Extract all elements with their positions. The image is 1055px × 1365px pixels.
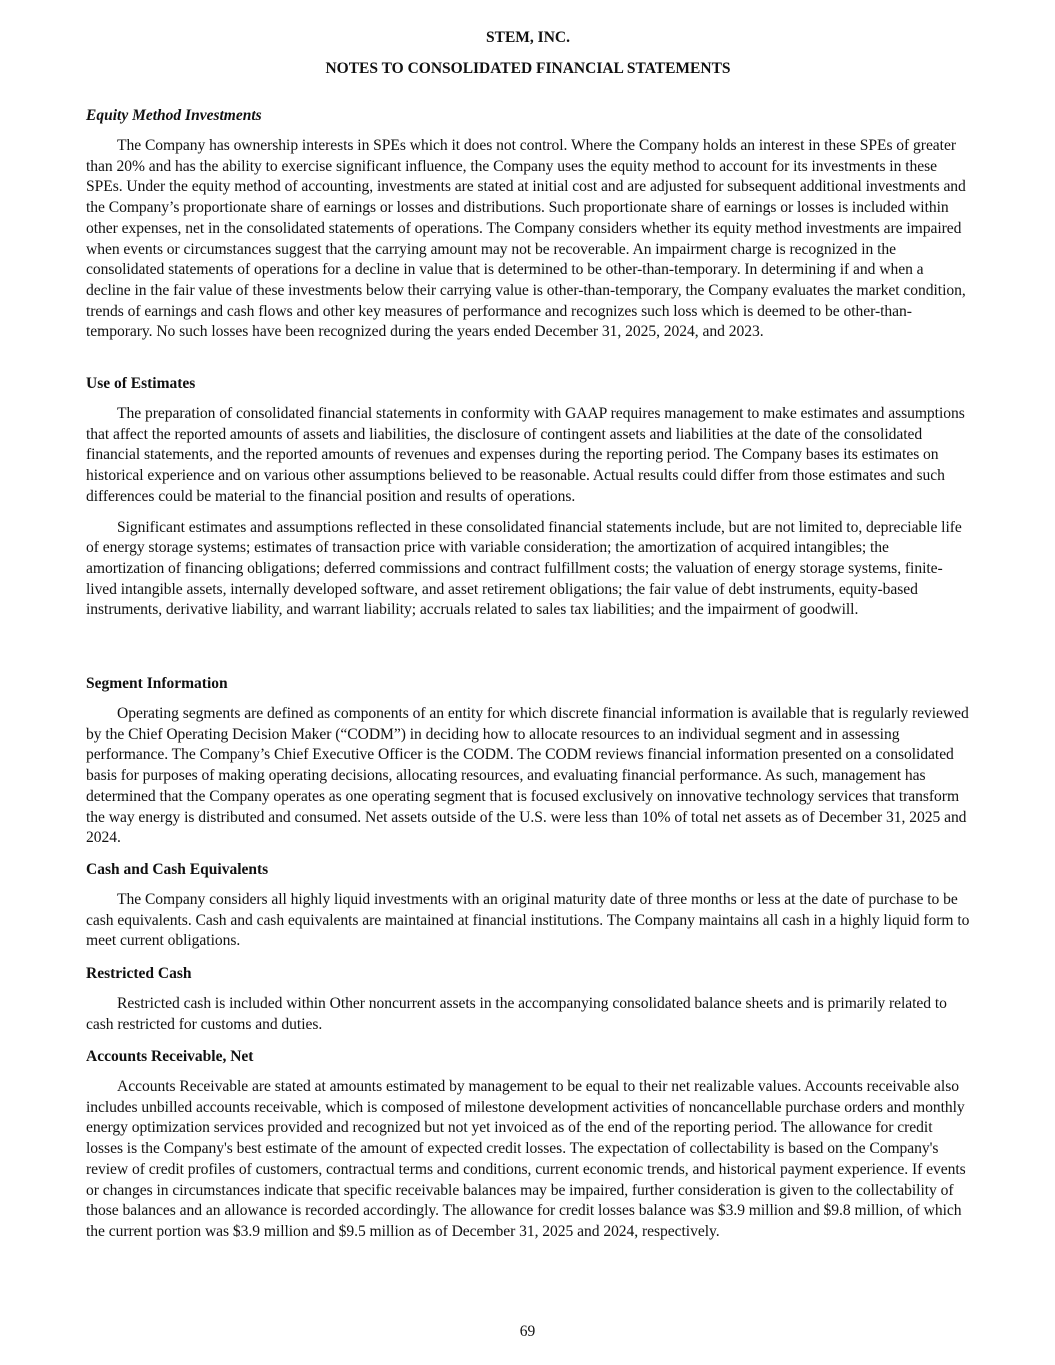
section-heading: Restricted Cash bbox=[86, 965, 192, 982]
section-paragraph: The preparation of consolidated financial statements in conformity with GAAP requires management to make estimates and assumptions that affect the reported amounts of assets and liabilities, the disclosure of contingent assets and liabilities at the date of the consolidated financial statements, and the reported amounts of revenues and expenses during the reporting period. The Company bases its estimates on historical experience and on various other assumptions believed to be reasonable. Actual results could differ from those estimates and such differences could be material to the financial position and results of operations. bbox=[86, 405, 965, 505]
section-restricted-cash bbox=[86, 964, 970, 1045]
section-paragraph: The Company has ownership interests in SPEs which it does not control. Where the Company holds an interest in these SPEs of greater than 20% and has the ability to exercise significant influence, the Company uses the equity method to account for its investments in these SPEs. Under the equity method of accounting, investments are stated at initial cost and are adjusted for subsequent additional investments and the Company’s proportionate share of earnings or losses and distributions. Such proportionate share of earnings or losses is included within other expenses, net in the consolidated statements of operations. The Company considers whether its equity method investments are impaired when events or circumstances suggest that the carrying amount may not be recoverable. An impairment charge is recognized in the consolidated statements of operations for a decline in value that is determined to be other-than-temporary. In determining if and when a decline in the fair value of these investments below their carrying value is other-than-temporary, the Company evaluates the market condition, trends of earnings and cash flows and other key measures of performance and recognizes such loss which is deemed to be other-than-temporary. No such losses have been recognized during the years ended December 31, 2025, 2024, and 2023. bbox=[86, 137, 966, 341]
section-equity-method-investments bbox=[86, 106, 970, 353]
section-paragraph: Accounts Receivable are stated at amounts estimated by management to be equal to their net realizable values. Accounts receivable also includes unbilled accounts receivable, which is composed of milestone development activities of noncancellable purchase orders and monthly energy optimization services provided and recognized but not yet invoiced as of the end of the reporting period. The allowance for credit losses is the Company's best estimate of the amount of expected credit losses. The expectation of collectability is based on the Company's review of credit profiles of customers, contractual terms and conditions, current economic trends, and historical payment experience. If events or changes in circumstances indicate that specific receivable balances may be impaired, further consideration is given to the collectability of those balances and an allowance is recorded accordingly. The allowance for credit losses balance was $3.9 million and $9.8 million, of which the current portion was $3.9 million and $9.5 million as of December 31, 2025 and 2024, respectively. bbox=[86, 1078, 966, 1240]
section-use-of-estimates bbox=[86, 374, 970, 631]
section-accounts-receivable-net bbox=[86, 1047, 970, 1253]
section-paragraph: Significant estimates and assumptions reflected in these consolidated financial statements include, but are not limited to, depreciable life of energy storage systems; estimates of transaction price with variable consideration; the amortization of acquired intangibles; the amortization of financing obligations; deferred commissions and contract fulfillment costs; the valuation of energy storage systems, finite-lived intangible assets, internally developed software, and asset retirement obligations; the fair value of debt instruments, equity-based instruments, derivative liability, and warrant liability; accruals related to sales tax liabilities; and the impairment of goodwill. bbox=[86, 518, 962, 619]
section-paragraph: Operating segments are defined as components of an entity for which discrete financial information is available that is regularly reviewed by the Chief Operating Decision Maker (“CODM”) in deciding how to allocate resources to an individual segment and in assessing performance. The Company’s Chief Executive Officer is the CODM. The CODM reviews financial information presented on a consolidated basis for purposes of making operating decisions, allocating resources, and evaluating financial performance. As such, management has determined that the Company operates as one operating segment that is focused exclusively on innovative technology services that transform the way energy is distributed and consumed. Net assets outside of the U.S. were less than 10% of total net assets as of December 31, 2025 and 2024. bbox=[86, 705, 969, 847]
section-heading: Use of Estimates bbox=[86, 375, 196, 392]
section-heading: Segment Information bbox=[86, 675, 228, 692]
section-segment-information bbox=[86, 674, 970, 859]
document-title: NOTES TO CONSOLIDATED FINANCIAL STATEMENTS bbox=[325, 60, 731, 77]
section-heading: Equity Method Investments bbox=[86, 107, 262, 124]
section-cash-and-cash-equivalents bbox=[86, 860, 970, 962]
section-heading: Cash and Cash Equivalents bbox=[86, 861, 269, 878]
page-number: 69 bbox=[519, 1323, 536, 1340]
section-heading: Accounts Receivable, Net bbox=[86, 1048, 254, 1065]
section-paragraph: The Company considers all highly liquid investments with an original maturity date of three months or less at the date of purchase to be cash equivalents. Cash and cash equivalents are maintained at financial institutions. The Company maintains all cash in a highly liquid form to meet current obligations. bbox=[86, 891, 970, 950]
company-name: STEM, INC. bbox=[486, 29, 570, 46]
section-paragraph: Restricted cash is included within Other noncurrent assets in the accompanying consolidated balance sheets and is primarily related to cash restricted for customs and duties. bbox=[86, 995, 947, 1033]
